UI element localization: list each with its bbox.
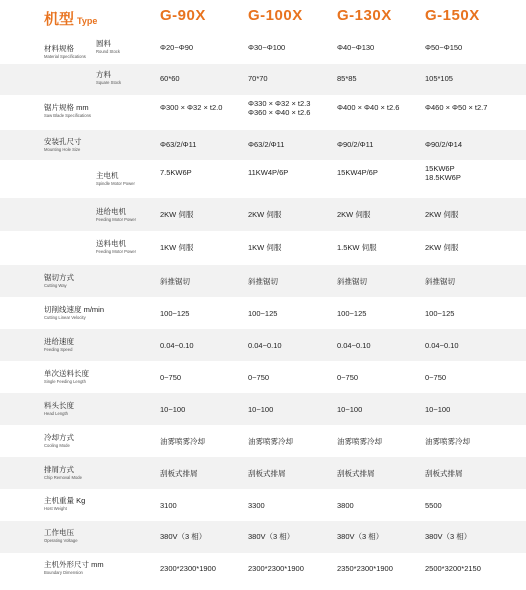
row-label: 单次送料长度 Single Feeding Length bbox=[44, 369, 89, 384]
value-cell: 2300*2300*1900 bbox=[160, 564, 216, 573]
sub-label: 主电机 Spindle Motor Power bbox=[96, 171, 135, 186]
spec-row-weight bbox=[0, 489, 526, 521]
row-label: 锯片规格 mm Saw Blade Specifications bbox=[44, 103, 92, 118]
spec-row-chip bbox=[0, 457, 526, 489]
spec-row-headlen bbox=[0, 393, 526, 425]
value-cell: 油雾喷雾冷却 bbox=[160, 437, 205, 446]
value-cell: 2KW 伺服 bbox=[337, 210, 371, 219]
row-label: 切削线速度 m/min Cutting Linear Velocity bbox=[44, 305, 104, 320]
value-cell: 0~750 bbox=[337, 373, 359, 382]
value-cell: 10~100 bbox=[337, 405, 363, 414]
value-cell: 0.04~0.10 bbox=[160, 341, 194, 350]
value-cell: 0~750 bbox=[425, 373, 447, 382]
value-cell: 70*70 bbox=[248, 74, 268, 83]
value-cell: 2500*3200*2150 bbox=[425, 564, 481, 573]
value-cell: 斜推锯切 bbox=[248, 277, 278, 286]
value-cell: 1KW 伺服 bbox=[160, 243, 194, 252]
value-cell: 380V（3 相） bbox=[425, 532, 472, 541]
value-cell: 油雾喷雾冷却 bbox=[425, 437, 470, 446]
value-cell: 刮板式排屑 bbox=[337, 469, 375, 478]
value-cell: 2300*2300*1900 bbox=[248, 564, 304, 573]
sub-label: 送料电机 Feeding Motor Power bbox=[96, 239, 137, 254]
value-cell: Φ90/2/Φ11 bbox=[337, 140, 374, 149]
row-label: 主机重量 Kg Host Weight bbox=[44, 496, 86, 511]
value-cell: 1KW 伺服 bbox=[248, 243, 282, 252]
value-cell: 2350*2300*1900 bbox=[337, 564, 393, 573]
value-cell: 15KW4P/6P bbox=[337, 168, 378, 177]
value-cell: Φ63/2/Φ11 bbox=[160, 140, 197, 149]
spec-row-feedmotor bbox=[0, 198, 526, 231]
sub-label: 圆料 Round Stock bbox=[96, 39, 120, 54]
value-cell: 2KW 伺服 bbox=[425, 210, 459, 219]
value-cell: Φ460 × Φ50 × t2.7 bbox=[425, 103, 488, 112]
value-cell: 油雾喷雾冷却 bbox=[337, 437, 382, 446]
value-cell: 0~750 bbox=[248, 373, 270, 382]
value-cell: 0.04~0.10 bbox=[337, 341, 371, 350]
row-label: 主机外形尺寸 mm Boundary Dimension bbox=[44, 560, 104, 575]
row-label: 冷却方式 Cooling Mode bbox=[44, 433, 74, 448]
value-cell: 0.04~0.10 bbox=[425, 341, 459, 350]
value-cell: Φ40~Φ130 bbox=[337, 43, 375, 52]
value-cell: 斜推锯切 bbox=[337, 277, 367, 286]
spec-row-mount bbox=[0, 130, 526, 160]
value-cell: Φ63/2/Φ11 bbox=[248, 140, 285, 149]
spec-row-feedlen bbox=[0, 361, 526, 393]
value-cell: 斜推锯切 bbox=[160, 277, 190, 286]
spec-row-cutway bbox=[0, 265, 526, 297]
value-cell: 15KW6P 18.5KW6P bbox=[425, 164, 461, 182]
value-cell: 刮板式排屑 bbox=[248, 469, 286, 478]
value-cell: 3100 bbox=[160, 501, 177, 510]
value-cell: 11KW4P/6P bbox=[248, 168, 289, 177]
spec-row-spindle bbox=[0, 160, 526, 198]
group-label: 材料规格 Material Specifications bbox=[44, 44, 86, 59]
value-cell: 0.04~0.10 bbox=[248, 341, 282, 350]
value-cell: Φ330 × Φ32 × t2.3 Φ360 × Φ40 × t2.6 bbox=[248, 99, 311, 117]
value-cell: 105*105 bbox=[425, 74, 453, 83]
value-cell: 5500 bbox=[425, 501, 442, 510]
value-cell: 0~750 bbox=[160, 373, 182, 382]
value-cell: 10~100 bbox=[160, 405, 186, 414]
value-cell: 1.5KW 伺服 bbox=[337, 243, 377, 252]
value-cell: 100~125 bbox=[425, 309, 455, 318]
model-g130x-header: G-130X bbox=[337, 7, 392, 24]
model-header-label: 机型 Type bbox=[44, 11, 98, 28]
value-cell: 60*60 bbox=[160, 74, 180, 83]
value-cell: Φ90/2/Φ14 bbox=[425, 140, 462, 149]
value-cell: 380V（3 相） bbox=[160, 532, 207, 541]
value-cell: 3800 bbox=[337, 501, 354, 510]
value-cell: Φ400 × Φ40 × t2.6 bbox=[337, 103, 400, 112]
value-cell: 2KW 伺服 bbox=[425, 243, 459, 252]
spec-row-voltage bbox=[0, 521, 526, 553]
model-g150x-header: G-150X bbox=[425, 7, 480, 24]
spec-row-linvel bbox=[0, 297, 526, 329]
spec-row-feedspeed bbox=[0, 329, 526, 361]
row-label: 排屑方式 Chip Removal Mode bbox=[44, 465, 82, 480]
spec-row-square bbox=[0, 64, 526, 95]
value-cell: 2KW 伺服 bbox=[160, 210, 194, 219]
value-cell: 100~125 bbox=[337, 309, 367, 318]
value-cell: 3300 bbox=[248, 501, 265, 510]
model-g90x-header: G-90X bbox=[160, 7, 206, 24]
value-cell: Φ30~Φ100 bbox=[248, 43, 286, 52]
value-cell: Φ300 × Φ32 × t2.0 bbox=[160, 103, 223, 112]
value-cell: 油雾喷雾冷却 bbox=[248, 437, 293, 446]
value-cell: Φ50~Φ150 bbox=[425, 43, 463, 52]
value-cell: 10~100 bbox=[425, 405, 451, 414]
value-cell: 7.5KW6P bbox=[160, 168, 192, 177]
spec-row-delivmotor bbox=[0, 231, 526, 265]
row-label: 进给速度 Feeding Speed bbox=[44, 337, 74, 352]
value-cell: 2KW 伺服 bbox=[248, 210, 282, 219]
value-cell: 85*85 bbox=[337, 74, 357, 83]
model-g100x-header: G-100X bbox=[248, 7, 303, 24]
row-label: 锯切方式 Cutting Way bbox=[44, 273, 74, 288]
value-cell: 100~125 bbox=[160, 309, 190, 318]
value-cell: 斜推锯切 bbox=[425, 277, 455, 286]
value-cell: 刮板式排屑 bbox=[425, 469, 463, 478]
spec-row-round bbox=[0, 34, 526, 64]
value-cell: 刮板式排屑 bbox=[160, 469, 198, 478]
row-label: 安装孔尺寸 Mounting Hole Size bbox=[44, 137, 82, 152]
value-cell: 380V（3 相） bbox=[337, 532, 384, 541]
table-header bbox=[0, 0, 526, 34]
row-label: 料头长度 Head Length bbox=[44, 401, 74, 416]
value-cell: Φ20~Φ90 bbox=[160, 43, 194, 52]
spec-row-cooling bbox=[0, 425, 526, 457]
sub-label: 方料 Square Stock bbox=[96, 70, 122, 85]
value-cell: 10~100 bbox=[248, 405, 274, 414]
value-cell: 380V（3 相） bbox=[248, 532, 295, 541]
spec-row-blade bbox=[0, 95, 526, 130]
row-label: 工作电压 Operating Voltage bbox=[44, 528, 78, 543]
sub-label: 进给电机 Feeding Motor Power bbox=[96, 207, 137, 222]
value-cell: 100~125 bbox=[248, 309, 278, 318]
spec-row-dimension bbox=[0, 553, 526, 590]
